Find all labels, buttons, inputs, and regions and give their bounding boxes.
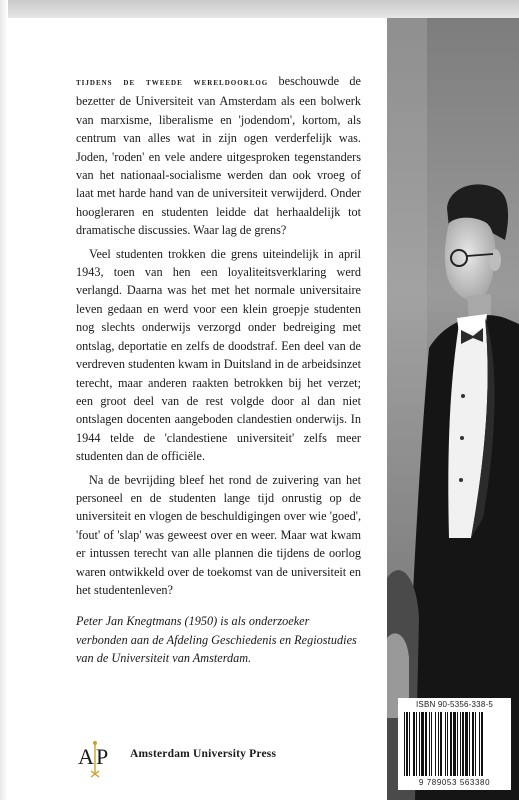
- svg-text:P: P: [96, 744, 109, 769]
- author-photo: [387, 18, 519, 800]
- paragraph-2: Veel studenten trokken die grens uiteindelijk in april 1943, toen van hen een loyaliteitsverklaring werd verlangd. Daarna was het met het normale universitaire leven gedaan en werd voor een klein groepje studenten nog slechts onderwijs verzorgd onder bedreiging met ontslag, deportatie en zelfs de doodstraf. Een deel van de verdreven studenten kwam in Duitsland in de arbeidsinzet terecht, maar anderen raakten betrokken bij het verzet; een groot deel van de rest volgde door al dan niet ontslagen docenten aangeboden clandestien onderwijs. In 1944 telde de 'clandestiene universiteit' zelfs meer studenten dan de officiële.: [76, 246, 361, 464]
- ean-digits: 9 789053 563380: [418, 778, 491, 787]
- isbn-label: ISBN 90-5356-338-5: [416, 700, 493, 709]
- aup-logo: [76, 737, 116, 779]
- blurb-text: [76, 72, 361, 668]
- paragraph-3: Na de bevrijding bleef het rond de zuivering van het personeel en de studenten lange tijd onrustig op de universiteit en vlogen de beschuldigingen over wie 'goed', 'fout' of 'slap' was geweest over en weer. Maar wat kwam er intussen terecht van alle plannen die tijdens de oorlog waren ontwikkeld over de toekomst van de universiteit en het studentenleven?: [76, 472, 361, 597]
- paragraph-1: [76, 72, 361, 240]
- author-note: Peter Jan Knegtmans (1950) is als onderzoeker verbonden aan de Afdeling Geschiedenis en Regiostudies van de Universiteit van Amsterdam.: [76, 614, 357, 666]
- barcode-bars: [404, 712, 505, 776]
- lead-in-smallcaps: tijdens de tweede wereldoorlog: [76, 77, 269, 88]
- spine-shadow: [0, 0, 8, 800]
- cover-top-edge: [0, 0, 519, 18]
- publisher-name: Amsterdam University Press: [130, 748, 277, 760]
- barcode-block: [398, 698, 511, 790]
- paragraph-1-text: beschouwde de bezetter de Universiteit van Amsterdam als een bolwerk van marxisme, liberalisme en 'jodendom', kortom, als centrum van alles wat in zijn ogen verderfelijk was. Joden, 'roden' en vele andere uitgesproken tegenstanders van het nationaal-socialisme werden dan ook vroeg of laat met harde hand van de universiteit verwijderd. Onder hoogleraren en studenten leidde dat herhaaldelijk tot dramatische discussies. Waar lag de grens?: [76, 74, 361, 238]
- svg-text:A: A: [78, 744, 94, 769]
